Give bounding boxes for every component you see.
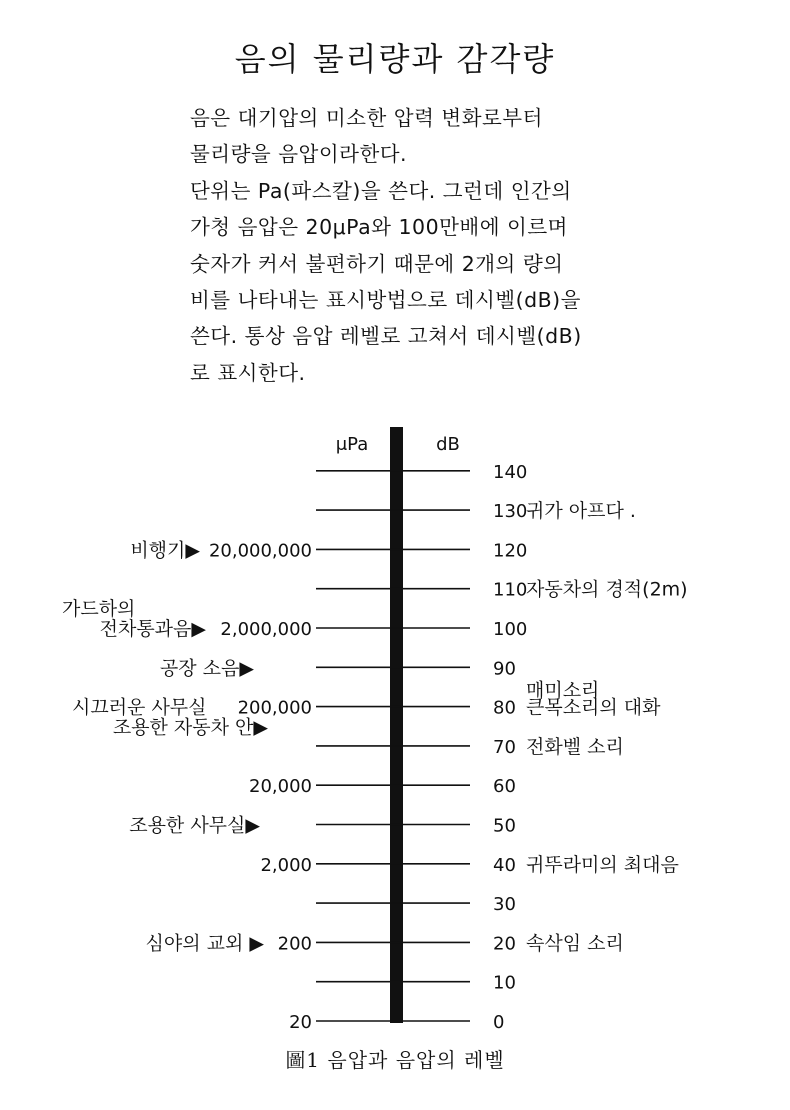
- db-tick-label: 40: [493, 854, 516, 876]
- paragraph-line: 숫자가 커서 불편하기 때문에 2개의 량의: [190, 251, 564, 276]
- right-source-label: 자동차의 경적(2m): [526, 578, 688, 601]
- pressure-label: 200,000: [237, 697, 312, 719]
- left-source-label: 심야의 교외 ▶: [145, 932, 264, 955]
- left-source-label: 시끄러운 사무실: [72, 696, 207, 719]
- db-tick-label: 120: [493, 540, 528, 562]
- pressure-label: 20,000: [249, 776, 312, 798]
- right-axis-header: dB: [436, 434, 460, 455]
- right-source-label: 속삭임 소리: [526, 932, 624, 955]
- db-tick-label: 80: [493, 697, 516, 719]
- paragraph-line: 가청 음압은 20μPa와 100만배에 이르며: [190, 215, 568, 240]
- scale-bar: [390, 427, 403, 1023]
- db-tick-label: 60: [493, 776, 516, 798]
- pressure-label: 20,000,000: [208, 540, 312, 562]
- left-source-label: 조용한 자동차 안▶: [112, 716, 268, 739]
- db-tick-label: 140: [493, 461, 528, 483]
- paragraph-line: 음은 대기압의 미소한 압력 변화로부터: [190, 106, 543, 130]
- db-tick-label: 110: [493, 579, 528, 601]
- paragraph-line: 로 표시한다.: [190, 360, 306, 385]
- right-source-label: 귀가 아프다 .: [526, 500, 636, 523]
- left-source-label: 전차통과음▶: [99, 618, 206, 640]
- pressure-label: 20: [289, 1012, 312, 1033]
- db-tick-label: 130: [493, 501, 528, 523]
- paragraph-line: 쓴다. 통상 음압 레벨로 고쳐서 데시벨(dB): [190, 324, 582, 349]
- paragraph-line: 물리량을 음압이라한다.: [190, 142, 408, 167]
- right-source-label: 매미소리: [526, 679, 600, 702]
- db-tick-label: 100: [493, 619, 528, 640]
- pressure-label: 2,000,000: [220, 619, 312, 640]
- left-source-label: 가드하의: [62, 598, 136, 620]
- pressure-label: 200: [277, 933, 312, 955]
- right-source-label: 큰목소리의 대화: [526, 696, 661, 719]
- pressure-label: 2,000: [260, 854, 312, 876]
- db-tick-label: 70: [493, 736, 516, 758]
- paragraph-line: 비를 나타내는 표시방법으로 데시벨(dB)을: [190, 288, 581, 313]
- right-source-label: 전화벨 소리: [526, 735, 624, 758]
- left-axis-header: μPa: [335, 434, 369, 455]
- db-tick-label: 20: [493, 933, 516, 955]
- right-source-label: 귀뚜라미의 최대음: [526, 853, 679, 876]
- page-title: 음의 물리량과 감각량: [234, 40, 556, 78]
- db-tick-label: 50: [493, 815, 516, 837]
- left-source-label: 조용한 사무실▶: [129, 814, 260, 837]
- db-tick-label: 30: [493, 894, 516, 916]
- db-tick-label: 10: [493, 972, 516, 994]
- paragraph-line: 단위는 Pa(파스칼)을 쓴다. 그런데 인간의: [190, 178, 572, 203]
- left-source-label: 공장 소음▶: [159, 657, 254, 680]
- figure-caption: 圖1 음압과 음압의 레벨: [285, 1048, 505, 1072]
- db-tick-label: 0: [493, 1012, 505, 1033]
- left-source-label: 비행기▶: [130, 539, 200, 562]
- db-tick-label: 90: [493, 658, 516, 680]
